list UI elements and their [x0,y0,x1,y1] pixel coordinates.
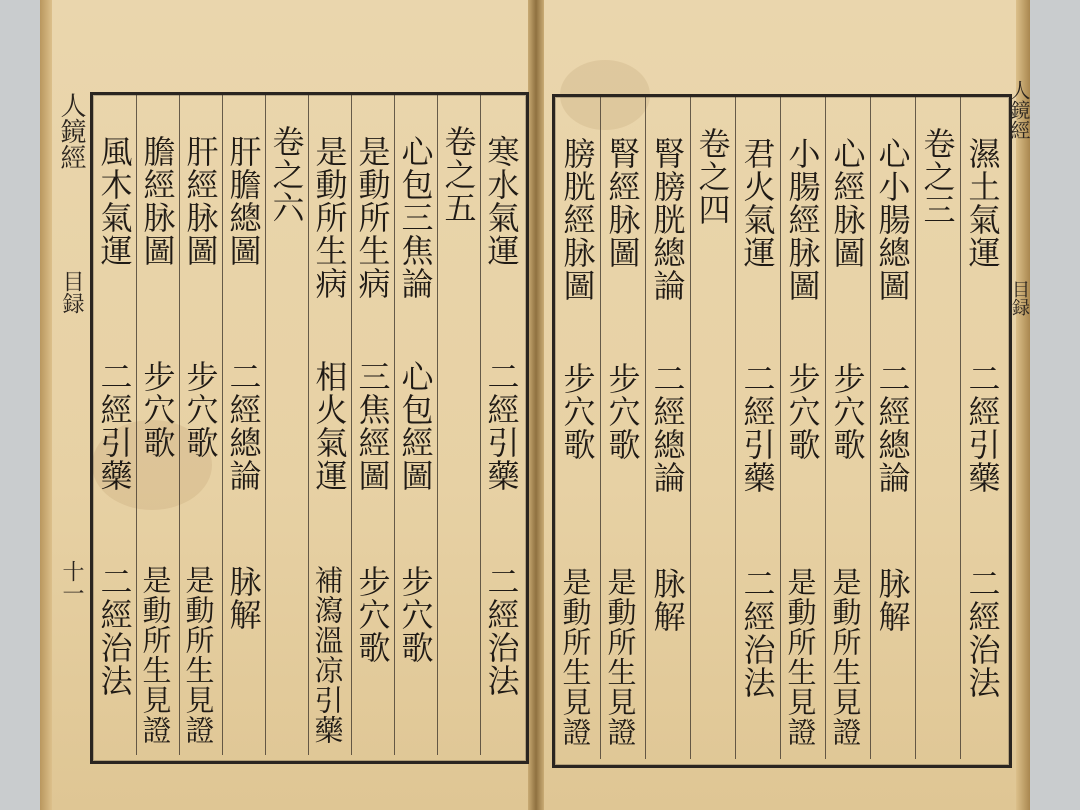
volume-heading: 卷之三 [918,127,957,226]
right_page-column-rule [960,97,961,759]
toc-entry: 二經治法 [482,565,521,697]
toc-entry: 脉解 [224,565,263,631]
left_page-column-rule [437,95,438,755]
book-edge-left [40,0,52,810]
toc-entry: 三焦經圖 [353,360,392,492]
toc-entry: 是動所生見證 [558,567,593,747]
toc-entry: 步穴歌 [353,565,392,664]
left_page-column-rule [265,95,266,755]
right_page-column-rule [600,97,601,759]
toc-entry: 小腸經脉圖 [783,137,822,302]
toc-entry: 相火氣運 [310,360,349,492]
left_page-column-rule [394,95,395,755]
toc-entry: 心小腸總圖 [873,137,912,302]
toc-entry: 步穴歌 [558,362,597,461]
toc-entry: 是動所生見證 [783,567,818,747]
toc-entry: 步穴歌 [396,565,435,664]
left_page-column-rule [136,95,137,755]
toc-entry: 濕土氣運 [963,137,1002,269]
toc-entry: 寒水氣運 [482,135,521,267]
toc-entry: 心經脉圖 [828,137,867,269]
left-margin-folio: 十一 [59,560,84,604]
left_page-column-rule [480,95,481,755]
toc-entry: 是動所生病 [310,135,349,300]
right_page-column-rule [735,97,736,759]
toc-entry: 二經總論 [873,362,912,494]
book-gutter [528,0,544,810]
right-margin-section: 目録 [1009,280,1030,316]
toc-entry: 脉解 [873,567,912,633]
toc-entry: 膀胱經脉圖 [558,137,597,302]
toc-entry: 君火氣運 [738,137,777,269]
toc-entry: 心包三焦論 [396,135,435,300]
toc-entry: 步穴歌 [828,362,867,461]
toc-entry: 補瀉溫凉引藥 [310,565,345,745]
toc-entry: 二經引藥 [963,362,1002,494]
toc-entry: 脉解 [648,567,687,633]
right_page-column-rule [645,97,646,759]
toc-entry: 二經引藥 [95,360,134,492]
volume-heading: 卷之五 [439,125,478,224]
toc-entry: 二經總論 [224,360,263,492]
right-margin-title: 人鏡經 [1007,80,1031,140]
toc-entry: 是動所生見證 [181,565,216,745]
toc-entry: 步穴歌 [181,360,220,459]
left-margin-title: 人鏡經 [56,92,86,170]
right_page-column-rule [915,97,916,759]
toc-entry: 二經引藥 [482,360,521,492]
toc-entry: 是動所生見證 [138,565,173,745]
left_page-column-rule [351,95,352,755]
toc-entry: 二經總論 [648,362,687,494]
toc-entry: 是動所生見證 [828,567,863,747]
right_page-column-rule [825,97,826,759]
toc-entry: 二經治法 [95,565,134,697]
toc-entry: 二經引藥 [738,362,777,494]
toc-entry: 肝膽總圖 [224,135,263,267]
toc-entry: 心包經圖 [396,360,435,492]
toc-entry: 肝經脉圖 [181,135,220,267]
toc-entry: 步穴歌 [603,362,642,461]
right_page-column-rule [690,97,691,759]
left_page-column-rule [179,95,180,755]
toc-entry: 步穴歌 [783,362,822,461]
toc-entry: 是動所生見證 [603,567,638,747]
right_page-column-rule [780,97,781,759]
toc-entry: 步穴歌 [138,360,177,459]
toc-entry: 二經治法 [738,567,777,699]
toc-entry: 風木氣運 [95,135,134,267]
toc-entry: 腎膀胱總論 [648,137,687,302]
left-margin-section: 目録 [59,270,84,314]
toc-entry: 二經治法 [963,567,1002,699]
toc-entry: 膽經脉圖 [138,135,177,267]
right_page-column-rule [870,97,871,759]
volume-heading: 卷之四 [693,127,732,226]
toc-entry: 腎經脉圖 [603,137,642,269]
volume-heading: 卷之六 [267,125,306,224]
left_page-column-rule [308,95,309,755]
toc-entry: 是動所生病 [353,135,392,300]
left_page-column-rule [222,95,223,755]
